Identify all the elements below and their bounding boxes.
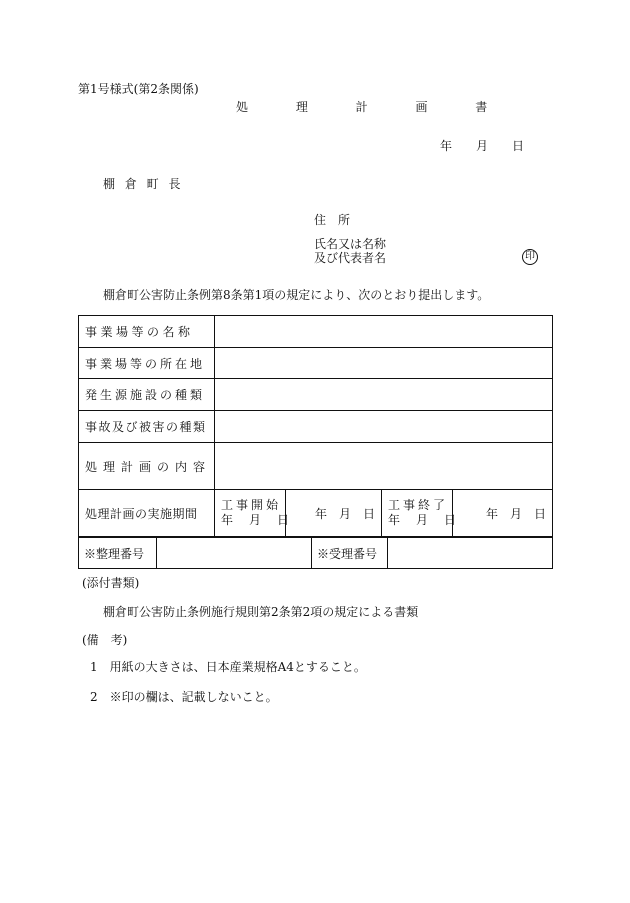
- end-label-line-1: 工事終了: [388, 498, 449, 512]
- facility-location-field[interactable]: [215, 348, 553, 379]
- end-date-field[interactable]: 年 月 日: [453, 490, 553, 537]
- row-label-accident-type: 事故及び被害の種類: [79, 411, 215, 443]
- row-label-source-type: 発生源施設の種類: [79, 379, 215, 411]
- reference-number-label: ※整理番号: [79, 538, 157, 569]
- note-item: 1 用紙の大きさは、日本産業規格A4とすること。: [90, 660, 366, 674]
- start-date-field[interactable]: 年 月 日: [286, 490, 382, 537]
- submission-date: 年 月 日: [440, 139, 525, 153]
- row-label-facility-name: 事業場等の名称: [79, 316, 215, 348]
- name-label-line-2: 及び代表者名: [314, 251, 387, 265]
- facility-name-field[interactable]: [215, 316, 553, 348]
- reference-number-field[interactable]: [157, 538, 312, 569]
- receipt-number-label: ※受理番号: [312, 538, 388, 569]
- end-label-line-2: 年 月 日: [388, 513, 459, 527]
- table-row: [79, 443, 553, 490]
- addressee: 棚 倉 町 長: [103, 177, 184, 191]
- office-use-table: [78, 537, 553, 569]
- seal-mark: 印: [522, 249, 538, 265]
- address-label: 住 所: [314, 213, 351, 227]
- receipt-number-field[interactable]: [388, 538, 553, 569]
- row-label-implementation-period: 処理計画の実施期間: [79, 490, 215, 537]
- application-form-table: [78, 315, 553, 537]
- start-label-cell: [215, 490, 292, 537]
- plan-content-field[interactable]: [215, 443, 553, 490]
- attachments-heading: (添付書類): [82, 576, 140, 590]
- table-row: [79, 379, 553, 411]
- form-number: 第1号様式(第2条関係): [78, 82, 199, 96]
- table-row: [79, 316, 553, 348]
- notes-heading: (備 考): [82, 633, 128, 647]
- intro-text: 棚倉町公害防止条例第8条第1項の規定により、次のとおり提出します。: [103, 288, 490, 302]
- end-label-cell: [382, 490, 459, 537]
- attachments-text: 棚倉町公害防止条例施行規則第2条第2項の規定による書類: [103, 605, 419, 619]
- name-label-line-1: 氏名又は名称: [314, 237, 387, 251]
- row-label-plan-content: 処理計画の内容: [79, 443, 215, 490]
- start-label-line-2: 年 月 日: [221, 513, 292, 527]
- document-title: 処 理 計 画 書: [236, 100, 510, 114]
- table-row: [79, 490, 553, 537]
- start-label-line-1: 工事開始: [221, 498, 282, 512]
- source-type-field[interactable]: [215, 379, 553, 411]
- table-row: [79, 348, 553, 379]
- note-item: 2 ※印の欄は、記載しないこと。: [90, 690, 278, 704]
- row-label-facility-location: 事業場等の所在地: [79, 348, 215, 379]
- table-row: [79, 411, 553, 443]
- accident-type-field[interactable]: [215, 411, 553, 443]
- table-row: [79, 538, 553, 569]
